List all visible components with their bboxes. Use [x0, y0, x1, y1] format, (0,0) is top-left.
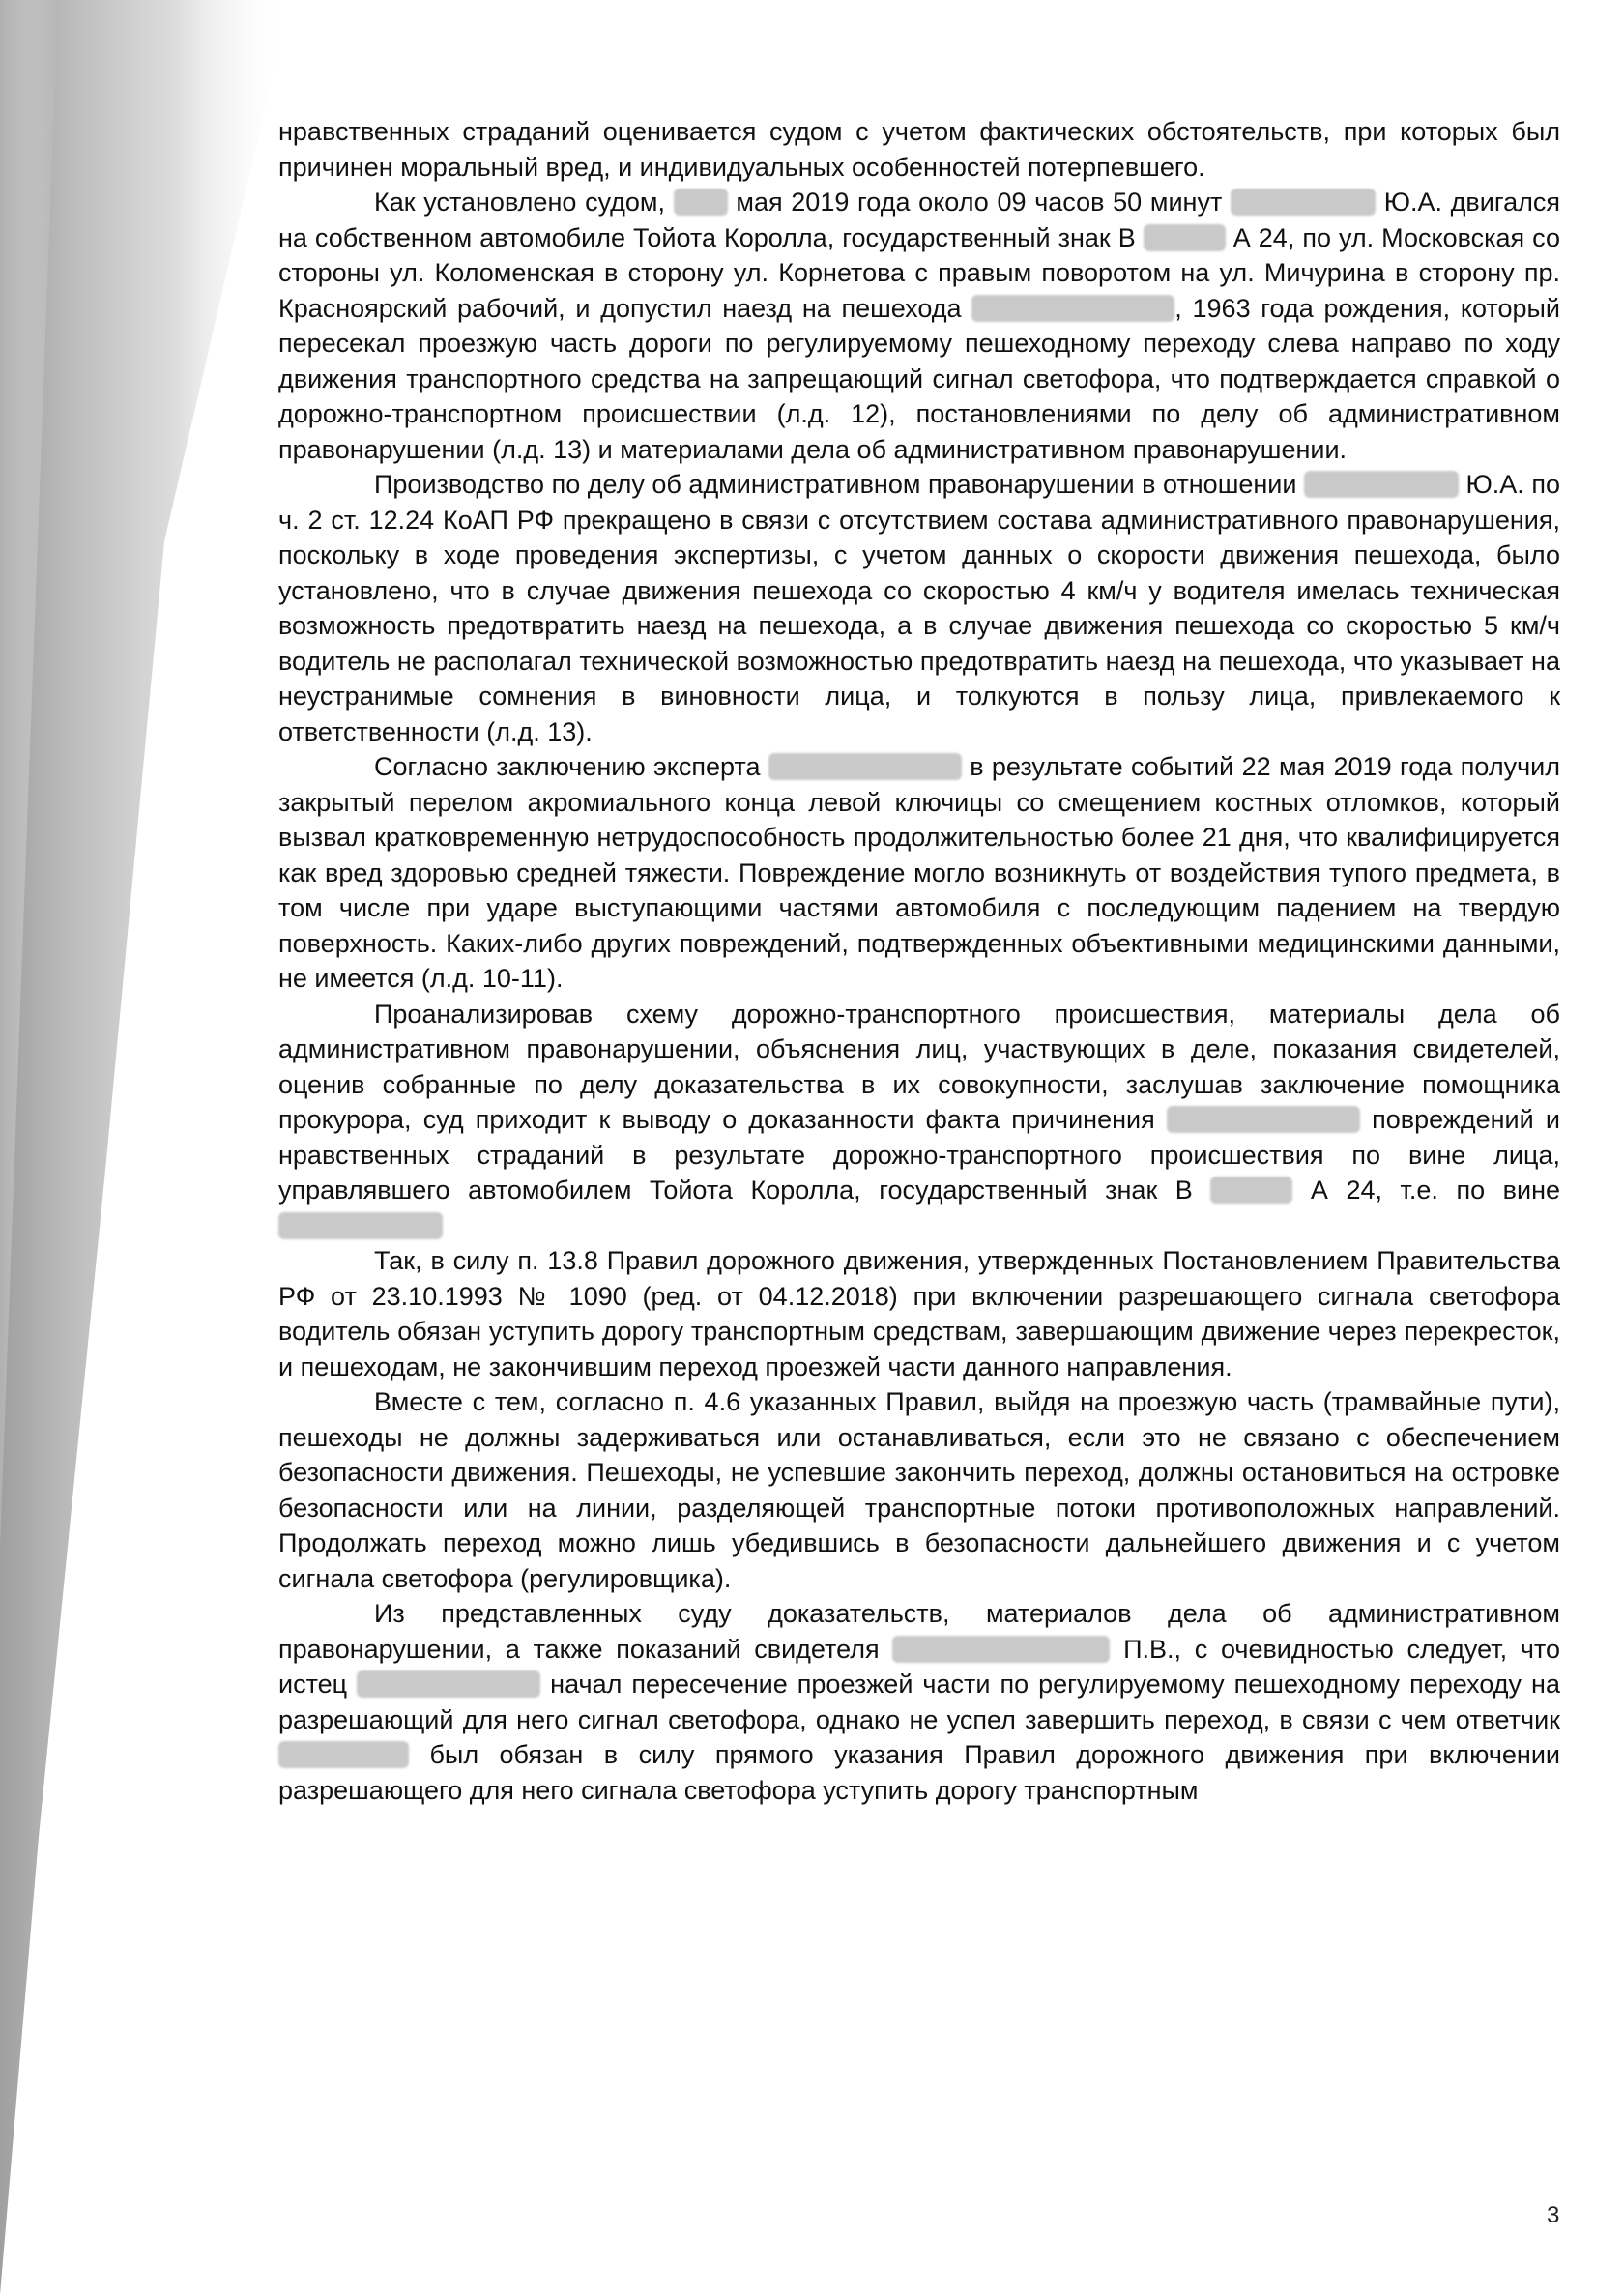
paragraph-text: Так, в силу п. 13.8 Правил дорожного движения, утвержденных Постановлением Правительства РФ от 23.10.1993 № 1090 (ред. от 04.12.2018) при включении разрешающего сигнала светофора водитель обязан уступить дорогу транспортным средствам, завершающим движение через перекресток, и пешеходам, не закончившим переход проезжей части данного направления. — [278, 1246, 1560, 1381]
paragraph-p6 — [278, 1243, 1560, 1384]
paragraph-text: Согласно заключению эксперта — [374, 752, 768, 781]
redaction-mark — [278, 1741, 409, 1768]
redaction-mark — [1231, 189, 1376, 216]
paragraph-p4 — [278, 749, 1560, 997]
redaction-mark — [1210, 1177, 1292, 1204]
redaction-mark — [357, 1670, 540, 1698]
redaction-mark — [892, 1636, 1110, 1663]
paragraph-text: Проанализировав схему дорожно-транспортного происшествия, материалы дела об административном правонарушении, объяснения лиц, участвующих в деле, показания свидетелей, оценив собранные по делу доказательства в их совокупности, заслушав заключение помощника прокурора, суд приходит к выводу о доказанности факта причинения — [278, 999, 1560, 1134]
paragraph-text: Вместе с тем, согласно п. 4.6 указанных Правил, выйдя на проезжую часть (трамвайные пути), пешеходы не должны задерживаться или останавливаться, если это не связано с обеспечением безопасности движения. Пешеходы, не успевшие закончить переход, должны остановиться на островке безопасности или на линии, разделяющей транспортные потоки противоположных направлений. Продолжать переход можно лишь убедившись в безопасности дальнейшего движения и с учетом сигнала светофора (регулировщика). — [278, 1387, 1560, 1593]
paragraph-text: в результате событий 22 мая 2019 года получил закрытый перелом акромиального конца левой ключицы со смещением костных отломков, который вызвал кратковременную нетрудоспособность продолжительностью более 21 дня, что квалифицируется как вред здоровью средней тяжести. Повреждение могло возникнуть от воздействия тупого предмета, в том числе при ударе выступающими частями автомобиля с последующим падением на твердую поверхность. Каких-либо других повреждений, подтвержденных объективными медицинскими данными, не имеется (л.д. 10-11). — [278, 752, 1560, 993]
redaction-mark — [674, 189, 728, 216]
paragraph-text: П.В., с очевидностью следует, что истец — [278, 1634, 1560, 1699]
paragraph-text: повреждений и нравственных страданий в результате дорожно-транспортного происшествия по вине лица, управлявшего автомобилем Тойота Королла, государственный знак В — [278, 1105, 1560, 1205]
redaction-mark — [1304, 471, 1459, 498]
paragraph-text: Как установлено судом, — [374, 188, 674, 217]
paragraph-text: начал пересечение проезжей части по регулируемому пешеходному переходу на разрешающий для него сигнал светофора, однако не успел завершить переход, в связи с чем ответчик — [278, 1670, 1560, 1734]
redaction-mark — [1167, 1106, 1360, 1133]
redaction-mark — [768, 753, 962, 780]
document-body — [278, 114, 1560, 1808]
redaction-mark — [278, 1212, 443, 1239]
paragraph-text: Производство по делу об административном правонарушении в отношении — [374, 470, 1304, 499]
paragraph-text: Ю.А. по ч. 2 ст. 12.24 КоАП РФ прекращено в связи с отсутствием состава административного правонарушения, поскольку в ходе проведения экспертизы, с учетом данных о скорости движения пешехода, было установлено, что в случае движения пешехода со скоростью 4 км/ч у водителя имелась техническая возможность предотвратить наезд на пешехода, а в случае движения пешехода со скоростью 5 км/ч водитель не располагал технической возможностью предотвратить наезд на пешехода, что указывает на неустранимые сомнения в виновности лица, и толкуются в пользу лица, привлекаемого к ответственности (л.д. 13). — [278, 470, 1560, 746]
paragraph-p7 — [278, 1384, 1560, 1596]
paragraph-text: А 24, по ул. Московская со стороны ул. Коломенская в сторону ул. Корнетова с правым поворотом на ул. Мичурина в сторону пр. Красноярский рабочий, и допустил наезд на пешехода — [278, 222, 1561, 323]
paragraph-p3 — [278, 467, 1560, 749]
paragraph-p8 — [278, 1596, 1560, 1808]
redaction-mark — [972, 295, 1174, 322]
paragraph-text: Ю.А. двигался на собственном автомобиле Тойота Королла, государственный знак В — [278, 188, 1560, 252]
paragraph-p1 — [278, 114, 1560, 185]
page-number: 3 — [1547, 2202, 1560, 2228]
paragraph-p5 — [278, 997, 1560, 1244]
paragraph-text: , 1963 года рождения, который пересекал проезжую часть дороги по регулируемому пешеходному переходу слева направо по ходу движения транспортного средства на запрещающий сигнал светофора, что подтверждается справкой о дорожно-транспортном происшествии (л.д. 12), постановлениями по делу об административном правонарушении (л.д. 13) и материалами дела об административном правонарушении. — [278, 293, 1560, 464]
paragraph-text: нравственных страданий оценивается судом с учетом фактических обстоятельств, при которых был причинен моральный вред, и индивидуальных особенностей потерпевшего. — [278, 117, 1560, 182]
paragraph-text: Из представленных суду доказательств, материалов дела об административном правонарушении, а также показаний свидетеля — [278, 1599, 1560, 1664]
redaction-mark — [1144, 224, 1226, 251]
paragraph-text: мая 2019 года около 09 часов 50 минут — [727, 188, 1231, 217]
paragraph-text: был обязан в силу прямого указания Правил дорожного движения при включении разрешающего для него сигнала светофора уступить дорогу транспортным — [278, 1740, 1560, 1805]
paragraph-text: А 24, т.е. по вине — [1292, 1176, 1560, 1205]
paragraph-p2 — [278, 185, 1560, 467]
